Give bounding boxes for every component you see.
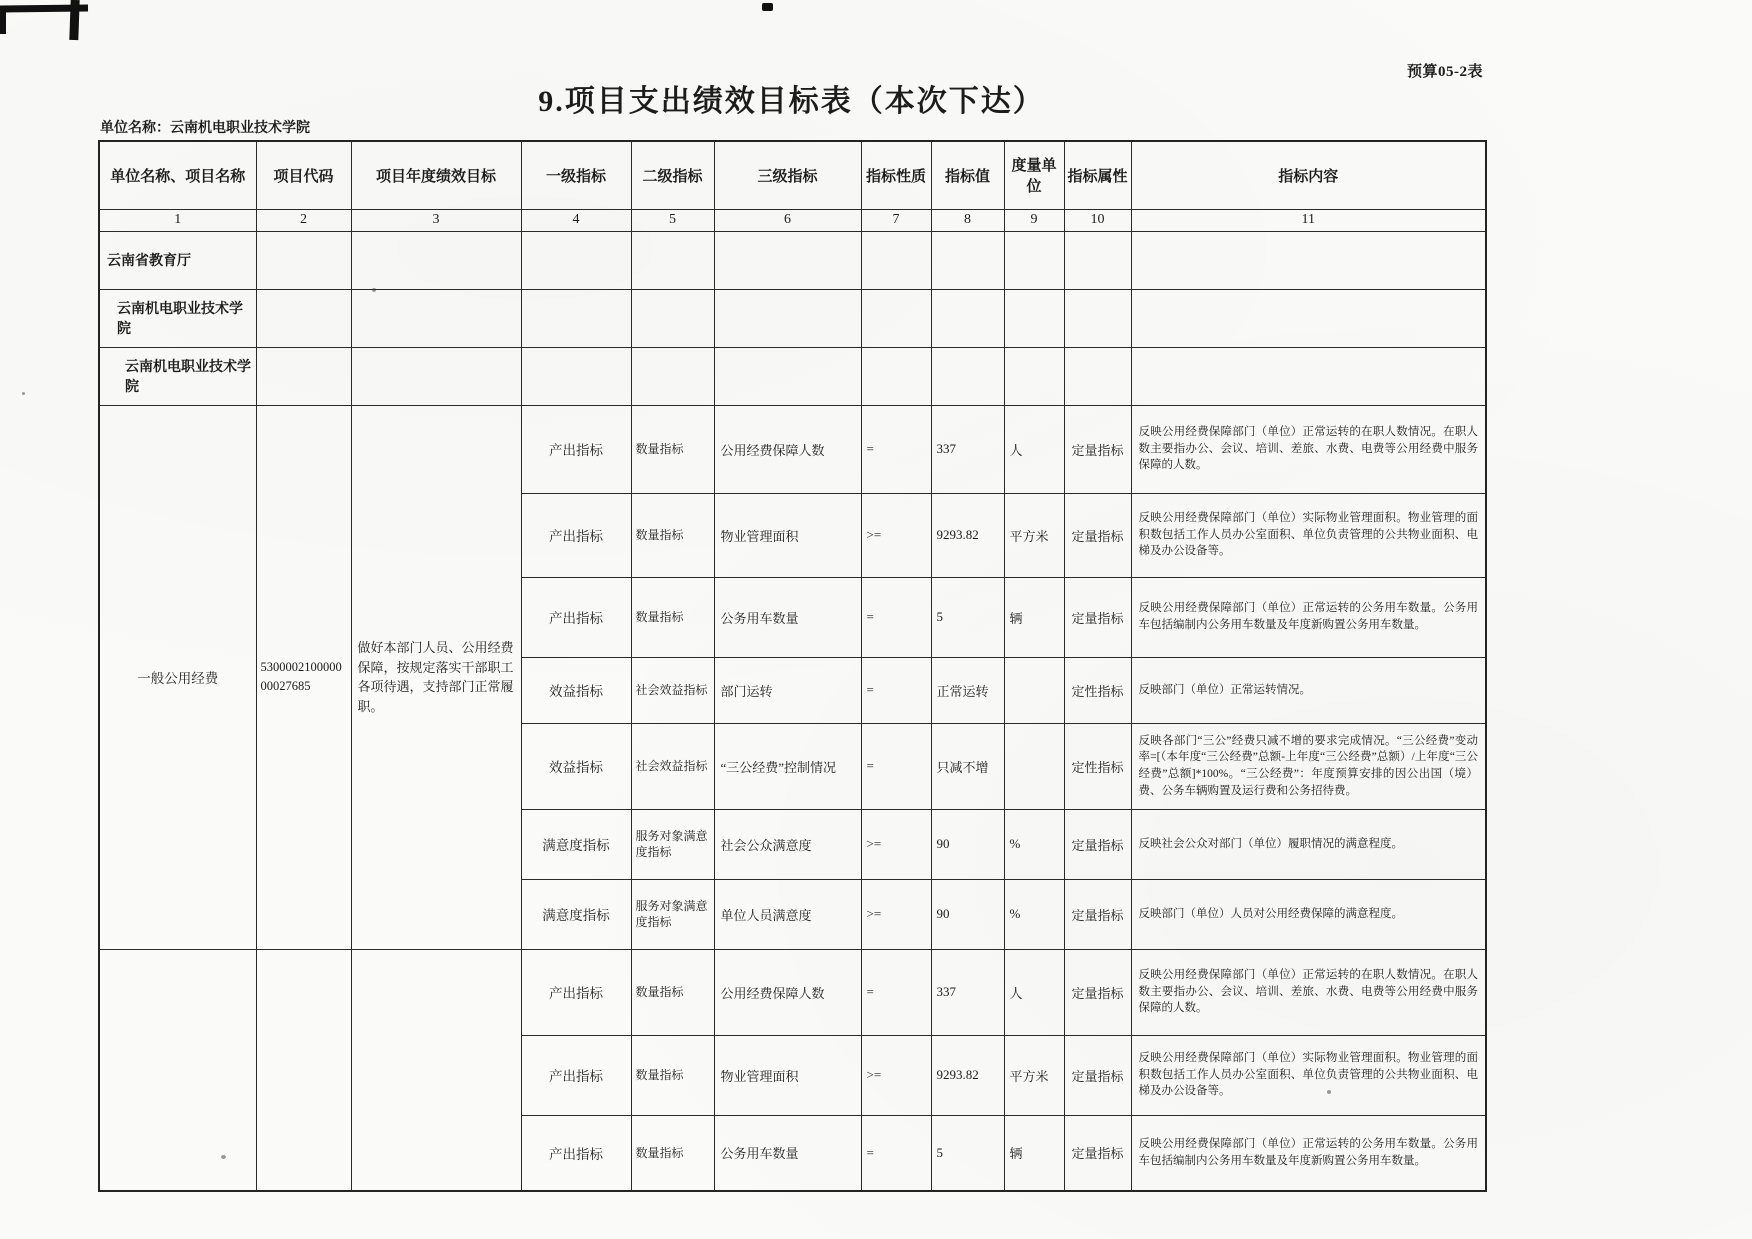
empty-cell <box>521 347 631 405</box>
level1-cell: 效益指标 <box>521 657 631 723</box>
col-header-level2: 二级指标 <box>631 141 714 209</box>
level1-cell: 产出指标 <box>521 1115 631 1191</box>
attr-cell: 定量指标 <box>1064 405 1131 493</box>
unit-cell: % <box>1004 879 1064 949</box>
level3-cell: 部门运转 <box>714 657 861 723</box>
indicator-row <box>99 405 1486 493</box>
empty-cell <box>1004 347 1064 405</box>
level1-cell: 产出指标 <box>521 493 631 577</box>
level2-cell: 社会效益指标 <box>631 657 714 723</box>
value-cell: 9293.82 <box>931 1035 1004 1115</box>
level3-cell: 公用经费保障人数 <box>714 405 861 493</box>
page-title: 9.项目支出绩效目标表（本次下达） <box>538 85 1045 118</box>
empty-cell <box>861 289 931 347</box>
org-row <box>99 347 1486 405</box>
value-cell: 只减不增 <box>931 723 1004 809</box>
empty-cell <box>1064 289 1131 347</box>
level2-cell: 数量指标 <box>631 577 714 657</box>
level2-cell: 数量指标 <box>631 493 714 577</box>
content-cell: 反映公用经费保障部门（单位）正常运转的公务用车数量。公务用车包括编制内公务用车数量及年度新购置公务用车数量。 <box>1131 577 1486 657</box>
attr-cell: 定量指标 <box>1064 577 1131 657</box>
column-number-row <box>99 209 1486 231</box>
unit-cell: % <box>1004 809 1064 879</box>
scan-speck <box>22 392 25 395</box>
empty-cell <box>714 347 861 405</box>
empty-cell <box>1131 231 1486 289</box>
value-cell: 337 <box>931 949 1004 1035</box>
content-cell: 反映部门（单位）人员对公用经费保障的满意程度。 <box>1131 879 1486 949</box>
level3-cell: 单位人员满意度 <box>714 879 861 949</box>
unit-cell: 人 <box>1004 405 1064 493</box>
empty-cell <box>714 289 861 347</box>
col-header-unit: 度量单位 <box>1004 141 1064 209</box>
empty-cell <box>1064 347 1131 405</box>
level2-cell: 服务对象满意度指标 <box>631 879 714 949</box>
content-cell: 反映公用经费保障部门（单位）实际物业管理面积。物业管理的面积数包括工作人员办公室面积、单位负责管理的公共物业面积、电梯及办公设备等。 <box>1131 1035 1486 1115</box>
unit-cell: 辆 <box>1004 577 1064 657</box>
org-name-cell: 云南机电职业技术学院 <box>99 289 256 347</box>
content-cell: 反映部门（单位）正常运转情况。 <box>1131 657 1486 723</box>
level2-cell: 社会效益指标 <box>631 723 714 809</box>
level2-cell: 数量指标 <box>631 1115 714 1191</box>
attr-cell: 定性指标 <box>1064 657 1131 723</box>
nature-cell: = <box>861 723 931 809</box>
empty-cell <box>631 347 714 405</box>
value-cell: 5 <box>931 1115 1004 1191</box>
form-code-label: 预算05-2表 <box>1407 64 1483 80</box>
empty-cell <box>931 347 1004 405</box>
level1-cell: 满意度指标 <box>521 879 631 949</box>
level2-cell: 服务对象满意度指标 <box>631 809 714 879</box>
col-number: 6 <box>714 209 861 231</box>
org-row <box>99 289 1486 347</box>
empty-cell <box>1064 231 1131 289</box>
value-cell: 90 <box>931 879 1004 949</box>
indicator-row <box>99 949 1486 1035</box>
col-header-value: 指标值 <box>931 141 1004 209</box>
unit-cell: 人 <box>1004 949 1064 1035</box>
content-cell: 反映社会公众对部门（单位）履职情况的满意程度。 <box>1131 809 1486 879</box>
empty-cell <box>1004 289 1064 347</box>
level1-cell: 产出指标 <box>521 949 631 1035</box>
unit-cell <box>1004 657 1064 723</box>
empty-cell <box>1131 347 1486 405</box>
project-name-cell-empty <box>99 949 256 1191</box>
empty-cell <box>521 231 631 289</box>
empty-cell <box>351 347 521 405</box>
level1-cell: 产出指标 <box>521 405 631 493</box>
level2-cell: 数量指标 <box>631 1035 714 1115</box>
level2-cell: 数量指标 <box>631 949 714 1035</box>
nature-cell: >= <box>861 879 931 949</box>
performance-target-table <box>98 140 1487 1192</box>
nature-cell: = <box>861 1115 931 1191</box>
level1-cell: 满意度指标 <box>521 809 631 879</box>
value-cell: 9293.82 <box>931 493 1004 577</box>
col-header-annual-goal: 项目年度绩效目标 <box>351 141 521 209</box>
nature-cell: = <box>861 657 931 723</box>
col-header-unit-project: 单位名称、项目名称 <box>99 141 256 209</box>
level2-cell: 数量指标 <box>631 405 714 493</box>
col-number: 10 <box>1064 209 1131 231</box>
empty-cell <box>256 347 351 405</box>
empty-cell <box>861 347 931 405</box>
value-cell: 90 <box>931 809 1004 879</box>
content-cell: 反映各部门“三公”经费只减不增的要求完成情况。“三公经费”变动率=[（本年度“三公经费”总额-上年度“三公经费”总额）/上年度“三公经费”总额]*100%。“三公经费”：年度预算安排的因公出国（境）费、公务车辆购置及运行费和公务招待费。 <box>1131 723 1486 809</box>
project-goal-cell: 做好本部门人员、公用经费保障，按规定落实干部职工各项待遇，支持部门正常履职。 <box>351 405 521 949</box>
value-cell: 正常运转 <box>931 657 1004 723</box>
org-name-cell: 云南机电职业技术学院 <box>99 347 256 405</box>
value-cell: 5 <box>931 577 1004 657</box>
empty-cell <box>931 231 1004 289</box>
project-goal-cell-empty <box>351 949 521 1191</box>
scan-artifact <box>762 3 773 11</box>
unit-cell: 平方米 <box>1004 493 1064 577</box>
attr-cell: 定性指标 <box>1064 723 1131 809</box>
level3-cell: 公用经费保障人数 <box>714 949 861 1035</box>
level1-cell: 产出指标 <box>521 1035 631 1115</box>
level3-cell: “三公经费”控制情况 <box>714 723 861 809</box>
nature-cell: = <box>861 405 931 493</box>
col-header-level3: 三级指标 <box>714 141 861 209</box>
attr-cell: 定量指标 <box>1064 1035 1131 1115</box>
level1-cell: 效益指标 <box>521 723 631 809</box>
col-number: 11 <box>1131 209 1486 231</box>
empty-cell <box>521 289 631 347</box>
level3-cell: 物业管理面积 <box>714 1035 861 1115</box>
unit-name-line: 单位名称：云南机电职业技术学院 <box>100 121 310 136</box>
empty-cell <box>256 289 351 347</box>
attr-cell: 定量指标 <box>1064 879 1131 949</box>
col-number: 1 <box>99 209 256 231</box>
empty-cell <box>1131 289 1486 347</box>
empty-cell <box>256 231 351 289</box>
col-number: 3 <box>351 209 521 231</box>
col-header-attribute: 指标属性 <box>1064 141 1131 209</box>
level3-cell: 物业管理面积 <box>714 493 861 577</box>
scan-artifact <box>69 0 79 40</box>
level3-cell: 社会公众满意度 <box>714 809 861 879</box>
empty-cell <box>631 289 714 347</box>
unit-cell: 辆 <box>1004 1115 1064 1191</box>
unit-cell: 平方米 <box>1004 1035 1064 1115</box>
org-row <box>99 231 1486 289</box>
col-header-content: 指标内容 <box>1131 141 1486 209</box>
level3-cell: 公务用车数量 <box>714 1115 861 1191</box>
col-header-level1: 一级指标 <box>521 141 631 209</box>
nature-cell: = <box>861 577 931 657</box>
content-cell: 反映公用经费保障部门（单位）正常运转的在职人数情况。在职人数主要指办公、会议、培训、差旅、水费、电费等公用经费中服务保障的人数。 <box>1131 405 1486 493</box>
col-header-project-code: 项目代码 <box>256 141 351 209</box>
empty-cell <box>351 231 521 289</box>
content-cell: 反映公用经费保障部门（单位）正常运转的在职人数情况。在职人数主要指办公、会议、培训、差旅、水费、电费等公用经费中服务保障的人数。 <box>1131 949 1486 1035</box>
empty-cell <box>714 231 861 289</box>
attr-cell: 定量指标 <box>1064 809 1131 879</box>
col-number: 5 <box>631 209 714 231</box>
col-number: 7 <box>861 209 931 231</box>
value-cell: 337 <box>931 405 1004 493</box>
col-number: 2 <box>256 209 351 231</box>
col-number: 4 <box>521 209 631 231</box>
level3-cell: 公务用车数量 <box>714 577 861 657</box>
header-row <box>99 141 1486 209</box>
empty-cell <box>931 289 1004 347</box>
project-name-cell: 一般公用经费 <box>99 405 256 949</box>
scan-artifact <box>0 12 6 34</box>
empty-cell <box>1004 231 1064 289</box>
attr-cell: 定量指标 <box>1064 493 1131 577</box>
attr-cell: 定量指标 <box>1064 949 1131 1035</box>
col-number: 8 <box>931 209 1004 231</box>
empty-cell <box>861 231 931 289</box>
nature-cell: = <box>861 949 931 1035</box>
org-name-cell: 云南省教育厅 <box>99 231 256 289</box>
nature-cell: >= <box>861 493 931 577</box>
col-header-nature: 指标性质 <box>861 141 931 209</box>
nature-cell: >= <box>861 1035 931 1115</box>
nature-cell: >= <box>861 809 931 879</box>
content-cell: 反映公用经费保障部门（单位）正常运转的公务用车数量。公务用车包括编制内公务用车数量及年度新购置公务用车数量。 <box>1131 1115 1486 1191</box>
project-code-cell-empty <box>256 949 351 1191</box>
project-code-cell: 530000210000000027685 <box>256 405 351 949</box>
attr-cell: 定量指标 <box>1064 1115 1131 1191</box>
unit-cell <box>1004 723 1064 809</box>
content-cell: 反映公用经费保障部门（单位）实际物业管理面积。物业管理的面积数包括工作人员办公室面积、单位负责管理的公共物业面积、电梯及办公设备等。 <box>1131 493 1486 577</box>
level1-cell: 产出指标 <box>521 577 631 657</box>
col-number: 9 <box>1004 209 1064 231</box>
empty-cell <box>351 289 521 347</box>
empty-cell <box>631 231 714 289</box>
